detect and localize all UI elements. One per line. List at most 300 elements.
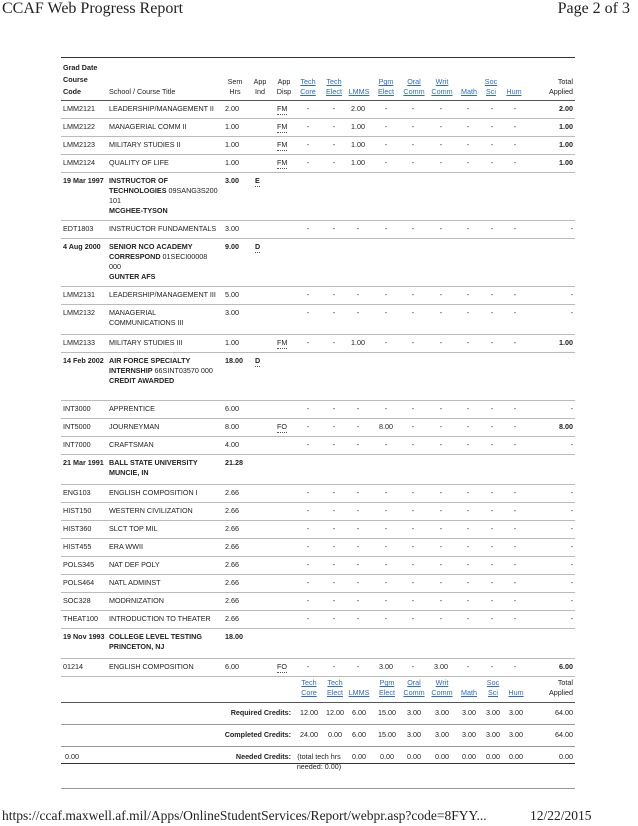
sem-hrs: 3.00: [225, 308, 239, 317]
credit-cell: -: [466, 596, 470, 605]
credit-cell: -: [490, 578, 494, 587]
credit-cell: -: [513, 524, 517, 533]
summary-math-link[interactable]: Math: [461, 688, 477, 697]
credit-cell: -: [306, 596, 310, 605]
course-row: [61, 304, 575, 335]
required-credit: 3.00: [462, 708, 476, 717]
course-code: THEAT100: [63, 614, 99, 623]
total-applied: 8.00: [559, 422, 573, 431]
credit-cell: -: [384, 578, 388, 587]
credit-cell: -: [306, 578, 310, 587]
total-applied: -: [570, 542, 573, 551]
credit-cell: -: [466, 488, 470, 497]
credit-cell: -: [384, 506, 388, 515]
sem-hrs: 1.00: [225, 158, 239, 167]
col-appind-2: Ind: [255, 87, 265, 96]
lmms-link[interactable]: LMMS: [348, 87, 370, 96]
credit-cell: -: [306, 338, 310, 347]
oral-2: Comm: [403, 87, 425, 96]
credit-cell: -: [466, 104, 470, 113]
credit-cell: -: [332, 560, 336, 569]
completed-total: 64.00: [555, 730, 573, 739]
credit-cell: -: [513, 560, 517, 569]
writ-comm-link[interactable]: [431, 77, 453, 97]
credit-cell: -: [306, 122, 310, 131]
credit-cell: -: [439, 542, 443, 551]
course-row: [61, 592, 575, 611]
credit-cell: -: [411, 578, 415, 587]
credit-cell: -: [306, 506, 310, 515]
credit-cell: -: [411, 506, 415, 515]
school-name: AIR FORCE SPECIALTY INTERNSHIP: [109, 356, 191, 375]
hum-link[interactable]: Hum: [506, 87, 522, 96]
course-row: [61, 418, 575, 437]
bottom-rule: [61, 763, 575, 764]
credit-cell: -: [439, 488, 443, 497]
credit-cell: -: [332, 140, 336, 149]
credit-cell: -: [332, 614, 336, 623]
summary-hum-link[interactable]: Hum: [508, 688, 524, 697]
credit-cell: -: [411, 140, 415, 149]
sem-hrs: 5.00: [225, 290, 239, 299]
credit-cell: -: [490, 422, 494, 431]
credit-cell: -: [306, 158, 310, 167]
credit-cell: -: [490, 614, 494, 623]
sem-hrs: 2.66: [225, 542, 239, 551]
course-code: INT5000: [63, 422, 91, 431]
course-code: LMM2124: [63, 158, 95, 167]
sem-hrs: 2.66: [225, 578, 239, 587]
pgm-2: Elect: [378, 87, 394, 96]
credit-cell: -: [439, 224, 443, 233]
total-applied: -: [570, 596, 573, 605]
credit-cell: -: [466, 578, 470, 587]
credit-cell: -: [356, 578, 360, 587]
school-name: INSTRUCTOR OF TECHNOLOGIES: [109, 176, 168, 195]
course-row: [61, 556, 575, 575]
credit-cell: -: [490, 122, 494, 131]
writ-line2: Comm: [431, 688, 453, 697]
credit-cell: -: [332, 158, 336, 167]
writ-2: Comm: [431, 87, 453, 96]
credit-cell: -: [466, 422, 470, 431]
credit-cell: -: [411, 560, 415, 569]
credit-cell: -: [306, 308, 310, 317]
credit-cell: -: [306, 404, 310, 413]
credit-cell: -: [332, 440, 336, 449]
credit-cell: -: [439, 560, 443, 569]
needed-total: 0.00: [559, 752, 573, 761]
required-total: 64.00: [555, 708, 573, 717]
credit-cell: -: [356, 560, 360, 569]
credit-cell: -: [439, 578, 443, 587]
total-applied: -: [570, 614, 573, 623]
credit-cell: -: [306, 224, 310, 233]
sem-hrs: 3.00: [225, 224, 239, 233]
course-row: [61, 154, 575, 173]
soc-line2: Sci: [488, 688, 498, 697]
credit-cell: -: [490, 104, 494, 113]
needed-credit: 0.00: [380, 752, 394, 761]
credit-cell: -: [490, 308, 494, 317]
credit-cell: -: [306, 140, 310, 149]
sem-hrs: 2.66: [225, 560, 239, 569]
summary-total-header: [533, 678, 573, 698]
required-credit: 3.00: [407, 708, 421, 717]
credit-cell: -: [466, 338, 470, 347]
total-applied: 6.00: [559, 662, 573, 671]
oral-line2: Comm: [403, 688, 425, 697]
credit-cell: -: [384, 542, 388, 551]
col-sem-1: Sem: [227, 77, 243, 86]
school-location: PRINCETON, NJ: [109, 642, 165, 651]
grad-date: 21 Mar 1991: [63, 458, 104, 467]
credit-cell: -: [332, 104, 336, 113]
needed-label: Needed Credits:: [235, 752, 291, 761]
school-block: [109, 632, 219, 652]
credit-cell: -: [490, 404, 494, 413]
course-title: QUALITY OF LIFE: [109, 158, 169, 167]
course-row: [61, 658, 575, 677]
pgm-elect-link[interactable]: [376, 77, 396, 97]
summary-required-row: [61, 702, 575, 725]
credit-cell: -: [411, 224, 415, 233]
credit-cell: -: [332, 506, 336, 515]
completed-credit: 3.00: [509, 730, 523, 739]
credit-cell: -: [356, 224, 360, 233]
credit-cell: -: [306, 440, 310, 449]
course-code: EDT1803: [63, 224, 94, 233]
course-code: POLS464: [63, 578, 95, 587]
summary-completed-row: [61, 724, 575, 747]
col-grad-date-3: Code: [63, 87, 81, 96]
credit-cell: -: [411, 662, 415, 671]
credit-cell: -: [332, 488, 336, 497]
credit-cell: -: [513, 506, 517, 515]
techelect-line2: Elect: [327, 688, 343, 697]
school-location: CREDIT AWARDED: [109, 376, 175, 385]
credit-cell: -: [411, 338, 415, 347]
course-row: [61, 220, 575, 239]
credit-cell: -: [332, 338, 336, 347]
credit-cell: -: [356, 542, 360, 551]
tech-elect-link[interactable]: [324, 77, 344, 97]
writ-line1: Writ: [435, 678, 449, 687]
credit-cell: -: [466, 560, 470, 569]
credit-cell: -: [411, 290, 415, 299]
credit-cell: -: [513, 158, 517, 167]
soc-sci-link[interactable]: [482, 77, 500, 97]
credit-cell: -: [384, 290, 388, 299]
course-row: [61, 286, 575, 305]
completed-credit: 3.00: [462, 730, 476, 739]
completed-credit: 15.00: [378, 730, 396, 739]
credit-cell: -: [439, 290, 443, 299]
credit-cell: -: [332, 578, 336, 587]
credit-cell: -: [490, 338, 494, 347]
total-applied: -: [570, 578, 573, 587]
sem-hrs: 2.66: [225, 524, 239, 533]
summary-needed-row: [61, 746, 575, 789]
school-block: [109, 176, 219, 216]
credit-cell: -: [306, 560, 310, 569]
school-code: 01SECI00008 000: [109, 252, 208, 271]
summary-techcore-link[interactable]: [298, 678, 320, 698]
credit-cell: -: [332, 290, 336, 299]
school-sem-hrs: 3.00: [225, 176, 239, 185]
total-applied: -: [570, 290, 573, 299]
credit-cell: -: [513, 290, 517, 299]
course-code: LMM2123: [63, 140, 95, 149]
course-row: [61, 574, 575, 593]
course-row: [61, 100, 575, 119]
credit-cell: -: [513, 308, 517, 317]
total-applied: 1.00: [559, 140, 573, 149]
credit-cell: -: [513, 578, 517, 587]
credit-cell: -: [490, 662, 494, 671]
col-appind-1: App: [253, 77, 267, 86]
needed-credit: 0.00: [435, 752, 449, 761]
credit-cell: -: [513, 122, 517, 131]
credit-cell: -: [439, 404, 443, 413]
credit-cell: -: [332, 662, 336, 671]
tech-core-2: Core: [300, 87, 316, 96]
grad-date: 14 Feb 2002: [63, 356, 104, 365]
course-row: [61, 502, 575, 521]
credit-cell: -: [332, 524, 336, 533]
oral-comm-link[interactable]: [403, 77, 425, 97]
credit-cell: -: [513, 614, 517, 623]
footer-url: https://ccaf.maxwell.af.mil/Apps/OnlineStudentServices/Report/webpr.asp?code=8FYY...: [2, 808, 487, 823]
credit-cell: -: [384, 104, 388, 113]
course-title: MANAGERIAL COMM II: [109, 122, 187, 131]
credit-cell: -: [411, 614, 415, 623]
credit-cell: -: [384, 158, 388, 167]
school-block: [109, 242, 219, 282]
school-name: BALL STATE UNIVERSITY: [109, 458, 198, 467]
credit-cell: -: [306, 422, 310, 431]
total-line2: Applied: [549, 688, 573, 697]
credit-cell: -: [513, 104, 517, 113]
credit-cell: -: [513, 440, 517, 449]
sem-hrs: 8.00: [225, 422, 239, 431]
credit-cell: -: [490, 542, 494, 551]
course-row: [61, 334, 575, 353]
required-credit: 3.00: [486, 708, 500, 717]
credit-cell: -: [411, 404, 415, 413]
summary-techelect-link[interactable]: [324, 678, 346, 698]
credit-cell: -: [384, 560, 388, 569]
course-code: LMM2131: [63, 290, 95, 299]
credit-cell: -: [384, 524, 388, 533]
credit-cell: -: [439, 338, 443, 347]
credit-cell: -: [466, 290, 470, 299]
credit-cell: 3.00: [434, 662, 448, 671]
credit-cell: -: [332, 122, 336, 131]
credit-cell: 1.00: [351, 122, 365, 131]
sem-hrs: 4.00: [225, 440, 239, 449]
col-title: School / Course Title: [109, 87, 176, 96]
summary-pgm-link[interactable]: [376, 678, 398, 698]
course-title: ERA WWII: [109, 542, 143, 551]
course-title: NATL ADMINST: [109, 578, 161, 587]
required-credit: 15.00: [378, 708, 396, 717]
course-title: LEADERSHIP/MANAGEMENT III: [109, 290, 216, 299]
sem-hrs: 1.00: [225, 122, 239, 131]
credit-cell: -: [306, 662, 310, 671]
summary-oral-link[interactable]: [403, 678, 425, 698]
school-sem-hrs: 9.00: [225, 242, 239, 251]
credit-cell: -: [306, 524, 310, 533]
soc-1: Soc: [484, 77, 498, 86]
col-appdisp-1: App: [277, 77, 291, 86]
credit-cell: -: [466, 158, 470, 167]
app-ind: D: [255, 242, 261, 251]
course-code: 01214: [63, 662, 83, 671]
app-disp: FM: [277, 158, 288, 167]
sem-hrs: 2.66: [225, 614, 239, 623]
required-credit: 12.00: [326, 708, 344, 717]
credit-cell: -: [384, 140, 388, 149]
pgm-line1: Pgm: [379, 678, 395, 687]
credit-cell: -: [356, 404, 360, 413]
needed-credit: 0.00: [352, 752, 366, 761]
sem-hrs: 6.00: [225, 662, 239, 671]
credit-cell: -: [411, 308, 415, 317]
course-title: MANAGERIAL COMMUNICATIONS III: [109, 308, 184, 327]
completed-credit: 24.00: [300, 730, 318, 739]
course-title: SLCT TOP MIL: [109, 524, 158, 533]
total-applied: -: [570, 404, 573, 413]
table-header: [61, 57, 575, 101]
credit-cell: -: [411, 542, 415, 551]
credit-cell: -: [411, 122, 415, 131]
credit-cell: -: [466, 662, 470, 671]
credit-cell: -: [490, 488, 494, 497]
summary-writ-link[interactable]: [431, 678, 453, 698]
credit-cell: -: [513, 140, 517, 149]
total-applied: 2.00: [559, 104, 573, 113]
credit-cell: -: [490, 596, 494, 605]
total-line1: Total: [557, 678, 573, 687]
credit-cell: -: [439, 158, 443, 167]
soc-2: Sci: [486, 87, 496, 96]
credit-cell: -: [439, 614, 443, 623]
techcore-line2: Core: [301, 688, 317, 697]
credit-cell: -: [411, 488, 415, 497]
app-disp: FO: [277, 422, 287, 431]
credit-cell: -: [384, 224, 388, 233]
credit-cell: -: [513, 542, 517, 551]
techelect-line1: Tech: [327, 678, 343, 687]
sem-hrs: 2.66: [225, 506, 239, 515]
credit-cell: 1.00: [351, 338, 365, 347]
credit-cell: -: [306, 614, 310, 623]
total-applied: 1.00: [559, 158, 573, 167]
tech-core-1: Tech: [300, 77, 316, 86]
course-code: SOC328: [63, 596, 91, 605]
credit-cell: -: [439, 104, 443, 113]
completed-credit: 6.00: [352, 730, 366, 739]
total-applied: -: [570, 224, 573, 233]
credit-cell: -: [513, 404, 517, 413]
credit-cell: -: [490, 560, 494, 569]
sem-hrs: 1.00: [225, 140, 239, 149]
school-sem-hrs: 18.00: [225, 632, 243, 641]
school-row: [61, 454, 575, 485]
credit-cell: -: [384, 440, 388, 449]
tech-elect-2: Elect: [326, 87, 342, 96]
credit-cell: -: [411, 104, 415, 113]
course-title: JOURNEYMAN: [109, 422, 160, 431]
credit-cell: -: [306, 542, 310, 551]
summary-lmms-link[interactable]: LMMS: [348, 688, 370, 697]
credit-cell: -: [384, 404, 388, 413]
col-total-1: Total: [557, 77, 573, 86]
course-code: POLS345: [63, 560, 95, 569]
credit-cell: -: [384, 488, 388, 497]
credit-cell: -: [439, 440, 443, 449]
sem-hrs: 2.66: [225, 488, 239, 497]
course-code: INT3000: [63, 404, 91, 413]
credit-cell: -: [411, 158, 415, 167]
needed-credit: 0.00: [462, 752, 476, 761]
credit-cell: -: [466, 614, 470, 623]
pgm-1: Pgm: [378, 77, 394, 86]
math-link[interactable]: Math: [461, 87, 477, 96]
course-title: CRAFTSMAN: [109, 440, 154, 449]
course-code: HIST455: [63, 542, 92, 551]
total-applied: -: [570, 506, 573, 515]
total-applied: -: [570, 308, 573, 317]
course-title: INTRODUCTION TO THEATER: [109, 614, 211, 623]
course-row: [61, 136, 575, 155]
credit-cell: -: [306, 488, 310, 497]
school-name: SENIOR NCO ACADEMY CORRESPOND: [109, 242, 193, 261]
credit-cell: -: [356, 524, 360, 533]
course-row: [61, 484, 575, 503]
credit-cell: -: [384, 614, 388, 623]
credit-cell: -: [513, 596, 517, 605]
total-applied: -: [570, 524, 573, 533]
required-credit: 6.00: [352, 708, 366, 717]
credit-cell: -: [356, 290, 360, 299]
credit-cell: -: [466, 140, 470, 149]
credit-cell: -: [513, 488, 517, 497]
soc-line1: Soc: [486, 678, 500, 687]
credit-cell: -: [466, 404, 470, 413]
sem-hrs: 2.66: [225, 596, 239, 605]
credit-cell: 8.00: [379, 422, 393, 431]
tech-core-link[interactable]: [298, 77, 318, 97]
course-code: LMM2132: [63, 308, 95, 317]
school-row: [61, 172, 575, 221]
footer-date: 12/22/2015: [530, 808, 592, 823]
course-title: MILITARY STUDIES II: [109, 140, 181, 149]
credit-cell: -: [356, 596, 360, 605]
credit-cell: -: [411, 440, 415, 449]
credit-cell: -: [466, 542, 470, 551]
credit-cell: -: [384, 338, 388, 347]
total-applied: -: [570, 440, 573, 449]
summary-soc-link[interactable]: [482, 678, 504, 698]
school-code: 66SINT03570 000: [154, 366, 213, 375]
credit-cell: -: [411, 596, 415, 605]
course-code: HIST150: [63, 506, 92, 515]
credit-cell: -: [332, 542, 336, 551]
total-applied: -: [570, 560, 573, 569]
completed-credit: 3.00: [407, 730, 421, 739]
